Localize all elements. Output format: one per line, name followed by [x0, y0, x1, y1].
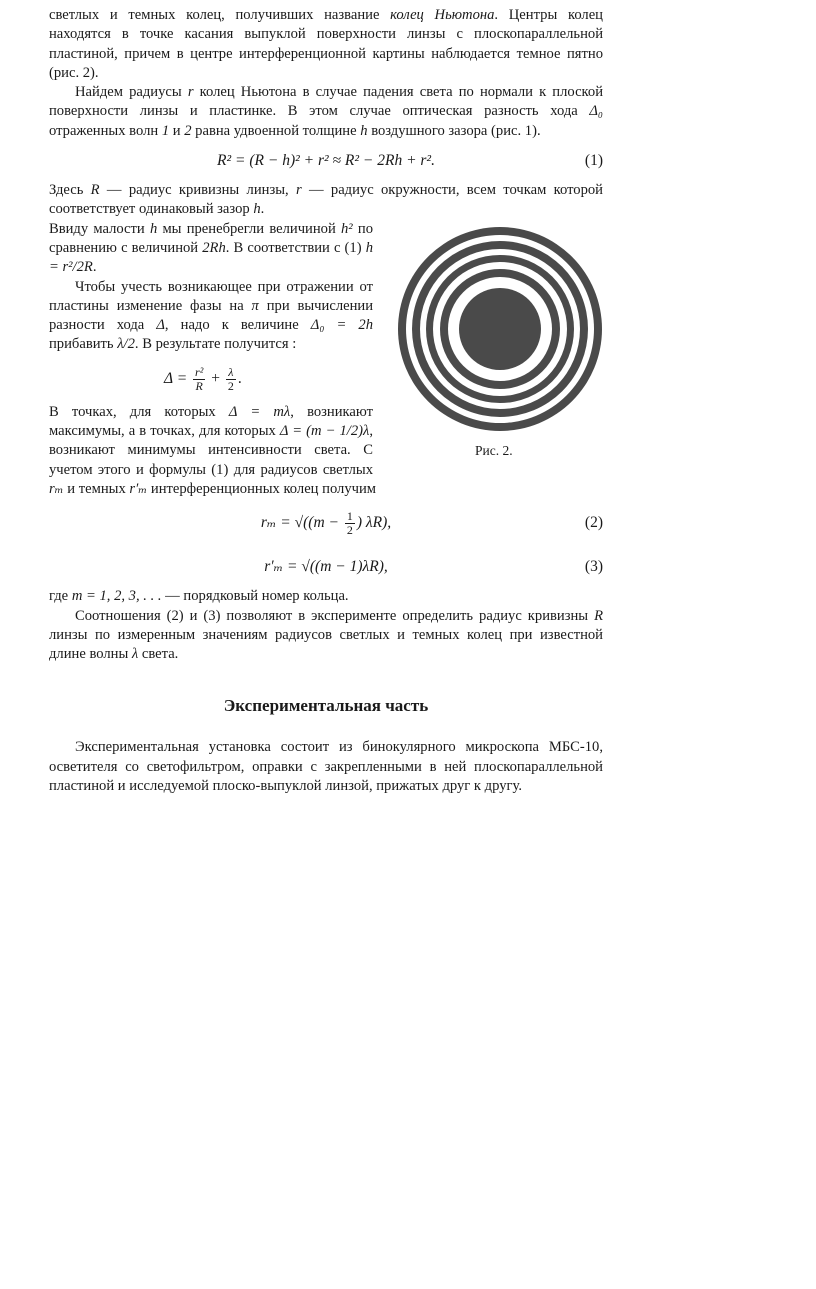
text-span: мы пренебрегли величиной [157, 220, 341, 237]
fraction-r2-R [193, 366, 205, 393]
text-span: отраженных волн [49, 122, 162, 139]
text-span: , надо к величине [164, 317, 311, 334]
equation-3-body: r′ₘ = √((m − 1)λR), [264, 558, 388, 576]
symbol-h: h [149, 220, 158, 237]
fraction-denominator: 2 [227, 378, 234, 393]
symbol-R: R [594, 607, 603, 624]
plus-sign: + [207, 369, 224, 387]
paragraph-find-radii [49, 83, 603, 141]
fraction-denominator: R [195, 378, 203, 393]
text-span: прибавить [49, 336, 118, 353]
formula-maxima: Δ = mλ [228, 403, 291, 420]
formula-lambda-half: λ/2 [117, 336, 135, 353]
paragraph-order-number [49, 587, 603, 606]
document-page [49, 6, 603, 796]
text-span: при вычислении разности хода [49, 297, 374, 334]
text-span: и темных [63, 480, 130, 497]
figure-newton-rings [389, 226, 603, 471]
text-span: Здесь [49, 182, 91, 199]
equation-2-number: (2) [584, 514, 603, 532]
symbol-delta: Δ [156, 317, 165, 334]
formula-minima: Δ = (m − 1/2)λ [279, 423, 370, 440]
text-span: . В результате получится : [134, 336, 297, 353]
symbol-r: r [187, 84, 194, 101]
text-span: интерференционных колец получим [147, 480, 377, 497]
equation-3-number: (3) [584, 558, 603, 576]
formula-h: h = r²/2R [49, 239, 373, 276]
symbol-lambda: λ [131, 646, 139, 663]
figure-caption: Рис. 2. [475, 442, 513, 458]
fraction-numerator: λ [226, 366, 236, 380]
equation-period: . [237, 369, 242, 387]
text-span: Найдем радиусы [75, 84, 188, 101]
text-span: где [49, 588, 72, 605]
text-span: . Центры колец находятся в точке касания выпуклой поверхности линзы с плоскопараллельной пластиной, причем в центре интерференционной картины наблюдается темное пятно (рис. 2). [49, 7, 603, 81]
equation-1-number: (1) [584, 152, 603, 170]
term-newton-rings: колец Ньютона [390, 7, 495, 23]
wave-label-2: 2 [184, 122, 192, 139]
symbol-r: r [295, 182, 302, 199]
paragraph-setup: Экспериментальная установка состоит из бинокулярного микроскопа МБС-10, осветителя со светофильтром, оправки с закрепленными в ней плоскопараллельной пластиной и исследуемой плоско-выпуклой линзой, прижатых друг к другу. [49, 739, 603, 795]
symbol-rm: rₘ [49, 480, 64, 497]
text-span: Соотношения (2) и (3) позволяют в эксперименте определить радиус кривизны [75, 607, 595, 624]
formula-m-values: m = 1, 2, 3, . . . [71, 588, 162, 605]
equation-1 [49, 141, 603, 181]
text-span: светлых и темных колец, получивших название [49, 7, 391, 23]
fraction-numerator: 1 [346, 509, 353, 524]
text-span: света. [138, 646, 179, 663]
equation-3 [49, 547, 603, 587]
wave-label-1: 1 [161, 122, 170, 139]
text-span: — радиус кривизны линзы, [99, 182, 296, 199]
equation-2-end: λR), [362, 514, 392, 532]
text-span: Ввиду малости [49, 220, 150, 237]
text-span: , возникают максимумы, а в точках, для которых [49, 403, 373, 440]
figure-wrap-block [49, 220, 603, 500]
formula-delta0: Δ₀ = 2h [310, 317, 373, 334]
symbol-h-squared: h² [340, 220, 353, 237]
text-span: Чтобы учесть возникающее при отражении от пластины изменение фазы на [49, 278, 373, 314]
text-span: — радиус окружности, всем точкам которой соответствует одинаковый зазор [49, 182, 603, 218]
equation-1-body: R² = (R − h)² + r² ≈ R² − 2Rh + r². [217, 152, 435, 170]
text-span: В точках, для которых [49, 403, 229, 420]
paragraph-newton-rings-intro [49, 6, 603, 83]
symbol-pi: π [251, 297, 259, 314]
fraction-denominator: 2 [346, 523, 353, 538]
text-span: линзы по измеренным значениям радиусов светлых и темных колец при известной длине волны [49, 626, 603, 663]
text-span: . [92, 259, 97, 276]
text-span: по сравнению с величиной [49, 220, 373, 256]
symbol-rm-prime: r′ₘ [129, 480, 148, 497]
paragraph-relations [49, 607, 603, 665]
symbol-R: R [90, 182, 100, 199]
paragraph-definitions [49, 181, 603, 220]
text-span: — порядковый номер кольца. [161, 588, 349, 605]
symbol-h: h [360, 122, 368, 139]
equation-delta-left: Δ = [164, 369, 192, 387]
equation-2-paren: ) [356, 514, 363, 532]
fraction-numerator: r² [195, 364, 204, 379]
text-span: , возникают минимумы интенсивности света. С учетом этого и формулы (1) для радиусов светлых [49, 423, 373, 478]
text-span: воздушного зазора (рис. 1). [367, 122, 541, 139]
text-span: . В соответствии с (1) [225, 239, 366, 256]
symbol-delta0: Δ₀ [589, 103, 603, 120]
equation-2 [49, 499, 603, 547]
text-span: и [169, 122, 185, 139]
symbol-h: h [253, 201, 261, 218]
equation-2-inner: (m − [308, 514, 343, 532]
section-title: Экспериментальная часть [223, 696, 429, 716]
text-span: колец Ньютона в случае падения света по нормали к плоской поверхности линзы и пластинке. В этом случае оптическая разность хода [49, 84, 603, 120]
equation-2-left: rₘ = √( [260, 514, 309, 532]
fraction-one-half [345, 510, 355, 537]
equation-delta [49, 355, 603, 403]
fraction-lambda-2 [226, 366, 236, 393]
symbol-2Rh: 2Rh [202, 239, 226, 256]
text-span: равна удвоенной толщине [191, 122, 361, 139]
text-span: . [260, 201, 265, 218]
